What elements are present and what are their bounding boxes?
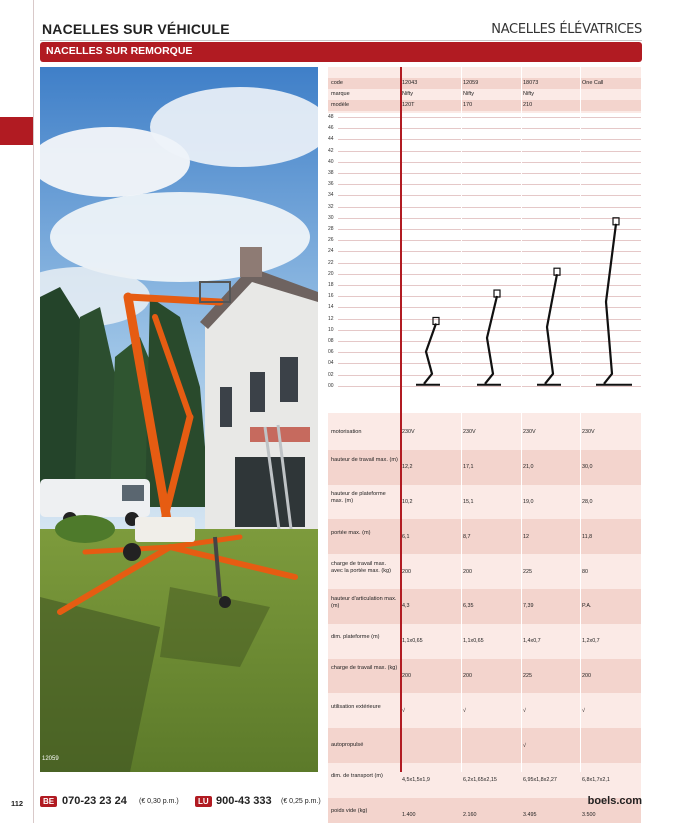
header-cell: 120T <box>402 102 415 108</box>
spec-value: 28,0 <box>582 498 593 505</box>
machine-silhouette <box>416 317 440 384</box>
spec-value: 230V <box>463 429 476 436</box>
page-edge-tab <box>0 117 33 145</box>
spec-value: 1,2x0,7 <box>582 638 600 645</box>
spec-value: √ <box>523 707 526 714</box>
column-divider <box>461 67 462 772</box>
country-badge-lu: LU <box>195 796 212 807</box>
spec-label: autopropulsé <box>331 742 364 749</box>
spec-row <box>328 554 641 589</box>
height-scale-label: 44 <box>328 136 334 143</box>
header-cell: 12043 <box>402 80 418 86</box>
height-scale-label: 00 <box>328 382 334 389</box>
column-divider <box>521 67 522 772</box>
spec-value: 7,39 <box>523 603 534 610</box>
height-scale-label: 06 <box>328 349 334 356</box>
header-row-label: code <box>331 80 343 86</box>
spec-row <box>328 693 641 728</box>
height-scale-label: 40 <box>328 158 334 165</box>
spec-value: 6,1 <box>402 533 410 540</box>
header-row-label: marque <box>331 91 350 97</box>
rate-be: (€ 0,30 p.m.) <box>139 798 179 805</box>
height-chart <box>328 113 641 413</box>
spec-value: 200 <box>463 568 472 575</box>
height-scale-label: 30 <box>328 214 334 221</box>
header-cell: Nifty <box>523 91 534 97</box>
spec-value: 1,1x0,65 <box>463 638 484 645</box>
height-scale-label: 14 <box>328 304 334 311</box>
height-scale-label: 22 <box>328 259 334 266</box>
spec-value: 230V <box>523 429 536 436</box>
table-divider-red <box>400 67 402 772</box>
spec-value: 30,0 <box>582 464 593 471</box>
height-scale-label: 46 <box>328 125 334 132</box>
machine-silhouette <box>596 218 632 385</box>
spec-value: 200 <box>402 568 411 575</box>
spec-value: 3.495 <box>523 812 537 819</box>
spec-value: 15,1 <box>463 498 474 505</box>
header-row-marque <box>328 89 641 100</box>
header-row-modele <box>328 100 641 111</box>
spec-value: 12 <box>523 533 529 540</box>
header-cell: 12059 <box>463 80 479 86</box>
spec-value: 225 <box>523 672 532 679</box>
spec-value: 1,4x0,7 <box>523 638 541 645</box>
spec-label: dim. plateforme (m) <box>331 634 380 641</box>
spec-value: 6,95x1,8x2,27 <box>523 777 557 784</box>
header-cell: 170 <box>463 102 473 108</box>
column-divider <box>580 67 581 772</box>
spec-label: poids vide (kg) <box>331 808 368 815</box>
height-scale-label: 02 <box>328 371 334 378</box>
spec-row <box>328 624 641 659</box>
machine-silhouette <box>537 268 561 385</box>
height-scale-label: 48 <box>328 114 334 120</box>
height-scale-label: 36 <box>328 181 334 188</box>
photo-code: 12059 <box>42 756 59 762</box>
header-row-label: modèle <box>331 102 350 108</box>
header-row-code <box>328 78 641 89</box>
spec-value: 200 <box>402 672 411 679</box>
spec-value: 17,1 <box>463 464 474 471</box>
spec-label: portée max. (m) <box>331 529 371 536</box>
rate-lu: (€ 0,25 p.m.) <box>281 798 321 805</box>
spec-value: 4,5x1,5x1,9 <box>402 777 430 784</box>
height-scale-label: 16 <box>328 293 334 300</box>
spec-value: 12,2 <box>402 464 413 471</box>
category-title: NACELLES ÉLÉVATRICES <box>491 22 642 37</box>
spec-value: 225 <box>523 568 532 575</box>
height-scale-label: 26 <box>328 237 334 244</box>
spec-row <box>328 519 641 554</box>
spec-value: 80 <box>582 568 588 575</box>
page-footer <box>0 794 676 810</box>
spec-row <box>328 415 641 450</box>
spec-value: 2.160 <box>463 812 477 819</box>
spec-row <box>328 589 641 624</box>
product-photo <box>40 67 318 772</box>
spec-value: √ <box>523 742 526 749</box>
spec-row <box>328 485 641 520</box>
spec-value: 4,3 <box>402 603 410 610</box>
page-number: 112 <box>11 799 24 808</box>
spec-value: 10,2 <box>402 498 413 505</box>
height-scale-label: 28 <box>328 226 334 232</box>
spec-label: dim. de transport (m) <box>331 773 383 780</box>
header-divider <box>40 40 642 41</box>
margin-line <box>33 0 34 823</box>
website-link[interactable]: boels.com <box>587 795 642 807</box>
spec-value: 230V <box>582 429 595 436</box>
height-scale-label: 12 <box>328 315 334 322</box>
phone-lu[interactable]: 900-43 333 <box>216 795 272 807</box>
spec-label: hauteur de travail max. (m) <box>331 456 398 463</box>
header-cell: One Call <box>582 80 604 86</box>
machine-silhouette <box>477 290 501 385</box>
header-cell: 210 <box>523 102 533 108</box>
spec-value: 6,35 <box>463 603 474 610</box>
spec-value: 1.400 <box>402 812 416 819</box>
height-scale-label: 34 <box>328 192 334 199</box>
spec-value: 21,0 <box>523 464 534 471</box>
country-badge-be: BE <box>40 796 57 807</box>
spec-value: 3.500 <box>582 812 596 819</box>
height-scale-label: 04 <box>328 360 334 367</box>
spec-value: P.A. <box>582 603 592 610</box>
spec-label: motorisation <box>331 428 362 435</box>
spec-value: 230V <box>402 429 415 436</box>
phone-be[interactable]: 070-23 23 24 <box>62 795 127 807</box>
spec-value: √ <box>582 707 585 714</box>
spec-row <box>328 728 641 763</box>
spec-label: charge de travail max. avec la portée max. (kg) <box>331 561 392 575</box>
height-scale-label: 08 <box>328 338 334 344</box>
spec-value: 6,2x1,65x2,15 <box>463 777 497 784</box>
height-scale-label: 10 <box>328 326 334 333</box>
spec-label: hauteur de plateforme max. (m) <box>331 491 386 505</box>
spec-value: 11,8 <box>582 533 593 540</box>
spec-row <box>328 659 641 694</box>
height-scale-label: 24 <box>328 248 334 255</box>
spec-label: utilisation extérieure <box>331 703 381 710</box>
spec-value: √ <box>463 707 466 714</box>
height-scale-label: 32 <box>328 203 334 210</box>
spec-value: √ <box>402 707 405 714</box>
spec-label: hauteur d'articulation max. (m) <box>331 595 397 609</box>
height-scale-label: 38 <box>328 170 334 176</box>
header-cell: Nifty <box>402 91 413 97</box>
section-bar <box>40 42 642 62</box>
spec-row <box>328 450 641 485</box>
spec-label: charge de travail max. (kg) <box>331 665 398 672</box>
spec-value: 200 <box>463 672 472 679</box>
spec-value: 1,1x0,65 <box>402 638 423 645</box>
spec-row <box>328 763 641 798</box>
spec-value: 8,7 <box>463 533 471 540</box>
spec-value: 6,8x1,7x2,1 <box>582 777 610 784</box>
height-scale-label: 20 <box>328 270 334 277</box>
spec-value: 200 <box>582 672 591 679</box>
height-scale-label: 18 <box>328 282 334 288</box>
height-scale-label: 42 <box>328 147 334 154</box>
header-cell: 18073 <box>523 80 539 86</box>
page-title: NACELLES SUR VÉHICULE <box>42 21 230 37</box>
spec-value: 19,0 <box>523 498 534 505</box>
header-cell: Nifty <box>463 91 474 97</box>
section-title: NACELLES SUR REMORQUE <box>46 45 193 57</box>
